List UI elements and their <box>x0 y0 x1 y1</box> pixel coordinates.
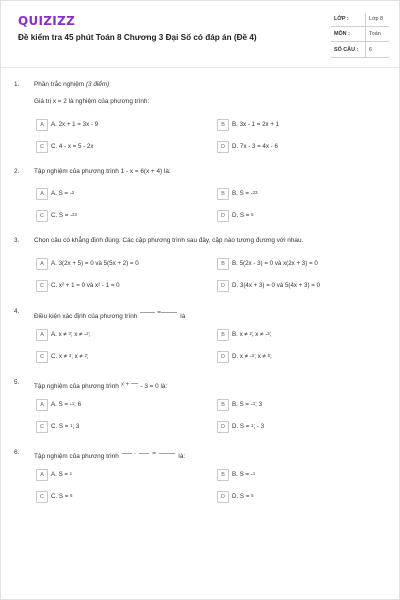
option-letter: D <box>217 141 229 153</box>
option-text-main: D. S = <box>232 493 252 500</box>
question-text-main: Điều kiện xác định của phương trình <box>34 313 138 320</box>
option-letter: A <box>36 258 48 270</box>
option-tail: ; <box>269 353 272 360</box>
question-text-points: (3 điểm) <box>85 81 110 88</box>
option-text: B. 3x - 1 = 2x + 1 <box>232 121 280 128</box>
meta-value: 6 <box>369 47 372 53</box>
option-text <box>51 353 89 360</box>
option-text-main: B. S = - <box>232 401 253 408</box>
option-text: C. x² + 1 = 0 và x² - 1 = 0 <box>51 282 120 289</box>
option-text: D. 7x - 3 = 4x - 6 <box>232 143 278 150</box>
option-tail: ; <box>88 331 91 338</box>
meta-key: LỚP : <box>334 16 349 22</box>
option-letter: C <box>36 210 48 222</box>
option-letter: C <box>36 141 48 153</box>
option-text: C. 4 - x = 5 - 2x <box>51 143 94 150</box>
option-text <box>232 423 264 430</box>
option-tail: ; 3 <box>255 401 263 408</box>
equation-fraction-icon <box>121 383 141 390</box>
option-fraction: 5 <box>251 493 254 498</box>
question-number: 3. <box>14 237 20 244</box>
question-text <box>34 449 185 460</box>
question-text-main: Phần trắc nghiệm <box>34 81 85 88</box>
quizizz-logo: QUIZIZZ <box>18 14 76 28</box>
option-fraction-2: 3 <box>267 331 270 336</box>
option-text-main: C. S = <box>51 423 71 430</box>
option-fraction: 3 <box>251 353 255 358</box>
option-text-2: ; x ≠ <box>254 353 268 360</box>
option-tail: ; 3 <box>72 423 80 430</box>
question-number: 4. <box>14 308 20 315</box>
option-text-main: C. x ≠ <box>51 353 69 360</box>
option-text <box>232 353 272 360</box>
option-text-main: C. S = - <box>51 212 73 219</box>
fraction-equation-icon <box>139 308 179 317</box>
header-divider <box>1 67 399 68</box>
option-letter: A <box>36 469 48 481</box>
option-letter: C <box>36 421 48 433</box>
meta-key: SỐ CÂU : <box>334 47 359 53</box>
option-fraction: 1 <box>71 401 75 406</box>
question-text-tail: - 3 = 0 là: <box>140 383 168 390</box>
option-text <box>232 401 262 408</box>
option-text-2: ; x ≠ - <box>70 331 87 338</box>
option-tail: ; <box>86 353 89 360</box>
option-letter: D <box>217 421 229 433</box>
option-tail: ; 6 <box>74 401 82 408</box>
option-text-2: ; x ≠ - <box>251 331 268 338</box>
option-text-main: A. S = <box>51 471 70 478</box>
equation-fraction-icon <box>121 453 179 460</box>
option-fraction: 1 <box>252 401 256 406</box>
option-letter: B <box>217 258 229 270</box>
option-letter: A <box>36 119 48 131</box>
option-fraction: 2 <box>71 190 75 195</box>
option-text <box>51 423 79 430</box>
option-letter: B <box>217 188 229 200</box>
option-text <box>51 471 72 478</box>
option-text-main: B. x ≠ <box>232 331 250 338</box>
question-text: Tập nghiệm của phương trình 1 - x = 6(x + 4) là: <box>34 168 171 175</box>
option-fraction: 3 <box>68 353 72 358</box>
option-text <box>51 190 74 197</box>
meta-info-box <box>331 13 389 59</box>
question-text-main: Tập nghiệm của phương trình <box>34 453 119 460</box>
meta-key: MÔN : <box>334 31 350 37</box>
option-letter: D <box>217 280 229 292</box>
option-text-main: B. S = - <box>232 190 253 197</box>
svg-text:-: - <box>133 451 136 458</box>
svg-text:=: = <box>151 451 156 458</box>
option-text <box>232 190 257 197</box>
question-number: 1. <box>14 81 20 88</box>
svg-text:=: = <box>157 310 162 316</box>
question-text: Chọn câu có khẳng định đúng. Các cặp phương trình sau đây, cặp nào tương đương với nhau. <box>34 237 304 244</box>
option-fraction-2: 2 <box>86 331 89 336</box>
page-title: Đề kiểm tra 45 phút Toán 8 Chương 3 Đại Số có đáp án (Đề 4) <box>18 33 257 42</box>
option-text <box>232 471 255 478</box>
option-text-main: C. S = <box>51 493 71 500</box>
option-text-main: B. S = - <box>232 471 253 478</box>
question-text-tail: là: <box>178 453 186 460</box>
option-text: A. 2x + 1 = 3x - 9 <box>51 121 99 128</box>
svg-text:x +: x + <box>120 381 130 388</box>
meta-row-class <box>331 13 389 27</box>
option-letter: A <box>36 329 48 341</box>
meta-row-subject <box>331 28 389 42</box>
question-text <box>34 308 185 320</box>
option-fraction: 1 <box>70 423 73 428</box>
option-letter: B <box>217 119 229 131</box>
option-letter: B <box>217 469 229 481</box>
option-text-main: A. x ≠ <box>51 331 69 338</box>
option-letter: A <box>36 399 48 411</box>
option-fraction: 5 <box>251 212 254 217</box>
option-letter: C <box>36 280 48 292</box>
option-fraction: 3 <box>68 331 71 336</box>
meta-value: Lớp 8 <box>369 16 384 22</box>
option-fraction: 23 <box>252 190 258 195</box>
option-letter: C <box>36 491 48 503</box>
option-fraction: 6 <box>70 493 73 498</box>
header <box>1 1 399 63</box>
option-text-main: D. x ≠ - <box>232 353 252 360</box>
option-text <box>232 493 253 500</box>
option-letter: D <box>217 491 229 503</box>
option-letter: A <box>36 188 48 200</box>
option-fraction: 23 <box>72 212 77 217</box>
meta-row-count <box>331 44 389 58</box>
question-text-tail: là <box>180 313 186 320</box>
option-fraction: 2 <box>249 331 252 336</box>
fraction-equation-icon <box>121 449 177 458</box>
option-text-main: A. S = - <box>51 401 72 408</box>
option-letter: D <box>217 210 229 222</box>
option-letter: B <box>217 329 229 341</box>
meta-value: Toán <box>369 31 381 37</box>
option-fraction: 1 <box>251 423 254 428</box>
option-fraction: 1 <box>69 471 73 476</box>
option-text <box>51 331 90 338</box>
option-text-main: D. S = <box>232 423 252 430</box>
option-text: D. 3(4x + 3) = 0 và 5(4x + 3) = 0 <box>232 282 321 289</box>
question-text <box>34 379 167 390</box>
option-tail: ; - 3 <box>253 423 265 430</box>
option-text <box>51 401 81 408</box>
question-number: 6. <box>14 449 20 456</box>
option-text <box>51 493 72 500</box>
option-text-main: A. S = - <box>51 190 72 197</box>
option-fraction-2: 2 <box>84 353 87 358</box>
option-text: A. 3(2x + 5) = 0 và 5(5x + 2) = 0 <box>51 260 139 267</box>
option-letter: C <box>36 351 48 363</box>
option-tail: ; <box>269 331 272 338</box>
question-text <box>34 81 109 88</box>
option-text <box>51 212 77 219</box>
fraction-equation-icon <box>121 379 139 388</box>
question-text-main: Tập nghiệm của phương trình <box>34 383 119 390</box>
equation-fraction-icon <box>139 310 180 318</box>
option-letter: B <box>217 399 229 411</box>
option-fraction-2: 5 <box>267 353 270 358</box>
option-letter: D <box>217 351 229 363</box>
option-text-2: ; x ≠ <box>71 353 85 360</box>
option-text: B. 5(2x - 3) = 0 và x(2x + 3) = 0 <box>232 260 318 267</box>
question-number: 2. <box>14 168 20 175</box>
option-fraction: 1 <box>252 471 256 476</box>
option-text <box>232 212 253 219</box>
question-number: 5. <box>14 379 20 386</box>
option-text-main: D. S = <box>232 212 252 219</box>
question-subtext: Giá trị x = 2 là nghiệm của phương trình: <box>34 98 150 105</box>
option-text <box>232 331 271 338</box>
